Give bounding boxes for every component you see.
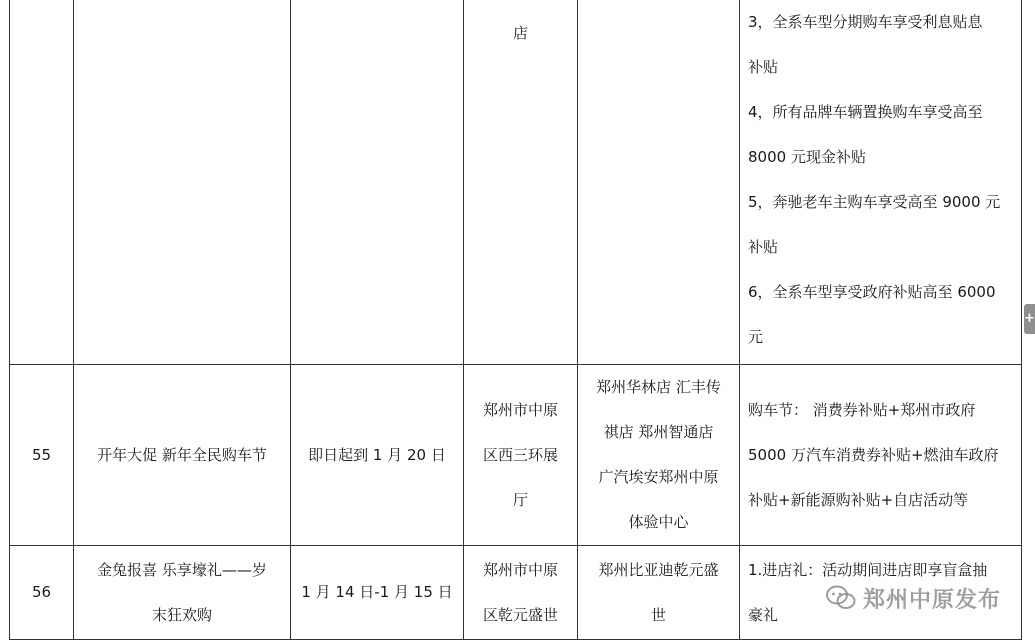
- shops-cell: [578, 365, 740, 546]
- notes-line: 6，全系车型享受政府补贴高至 6000: [748, 282, 996, 301]
- shops-line: 广汽埃安郑州中原: [598, 468, 719, 486]
- notes-line: 8000 元现金补贴: [748, 147, 866, 166]
- notes-line: 5000 万汽车消费券补贴+燃油车政府: [748, 445, 999, 464]
- address-line: 区乾元盛世: [482, 605, 558, 624]
- row-number-cell: 55: [10, 365, 74, 546]
- activity-time-cell: 即日起到 1 月 20 日: [291, 365, 464, 546]
- expand-button[interactable]: +: [1024, 304, 1035, 334]
- shops-line: 郑州华林店 汇丰传: [596, 378, 721, 396]
- shops-line: 祺店 郑州智通店: [603, 423, 714, 441]
- wechat-icon: [826, 585, 856, 611]
- activity-time-cell: 1 月 14 日-1 月 15 日: [291, 546, 464, 640]
- notes-line: 3，全系车型分期购车享受利息贴息: [748, 12, 983, 31]
- watermark-text: 郑州中原发布: [862, 587, 1001, 613]
- shops-line: 世: [650, 605, 666, 624]
- shops-line: 体验中心: [628, 513, 689, 531]
- notes-line: 补贴+新能源购补贴+自店活动等: [748, 490, 969, 509]
- shops-cell: [578, 0, 740, 365]
- notes-line: 购车节： 消费券补贴+郑州市政府: [748, 400, 976, 419]
- notes-line: 5，奔驰老车主购车享受高至 9000 元: [748, 192, 1001, 211]
- address-line: 郑州市中原: [482, 560, 558, 579]
- activity-name-line: 末狂欢购: [151, 605, 212, 624]
- notes-line: 4，所有品牌车辆置换购车享受高至: [748, 102, 983, 121]
- notes-line: 1.进店礼：活动期间进店即享盲盒抽: [748, 560, 988, 579]
- activity-name-cell: [74, 365, 291, 546]
- shops-line: 郑州比亚迪乾元盛: [598, 560, 719, 579]
- activity-table: [9, 0, 1022, 640]
- notes-line: 豪礼: [748, 605, 779, 624]
- notes-line: 补贴: [748, 237, 779, 256]
- notes-line: 补贴: [748, 57, 779, 76]
- row-number-cell: 56: [10, 546, 74, 640]
- address-line: 店: [512, 24, 528, 42]
- watermark: [826, 583, 1001, 613]
- table-row: [10, 0, 1022, 365]
- address-line: 郑州市中原: [482, 400, 558, 419]
- address-line: 厅: [512, 490, 528, 509]
- activity-name-line: 金兔报喜 乐享壕礼——岁: [97, 560, 267, 579]
- activity-name-cell: [74, 546, 291, 640]
- activity-time-cell: [291, 0, 464, 365]
- row-number-cell: [10, 0, 74, 365]
- notes-cell: [740, 0, 1022, 365]
- address-cell: [464, 0, 578, 365]
- address-line: 区西三环展: [482, 445, 558, 464]
- notes-cell: [740, 365, 1022, 546]
- activity-name-line: 开年大促 新年全民购车节: [97, 445, 267, 464]
- activity-name-cell: [74, 0, 291, 365]
- shops-cell: [578, 546, 740, 640]
- address-cell: [464, 546, 578, 640]
- table-row: [10, 365, 1022, 546]
- address-cell: [464, 365, 578, 546]
- notes-line: 元: [748, 327, 764, 346]
